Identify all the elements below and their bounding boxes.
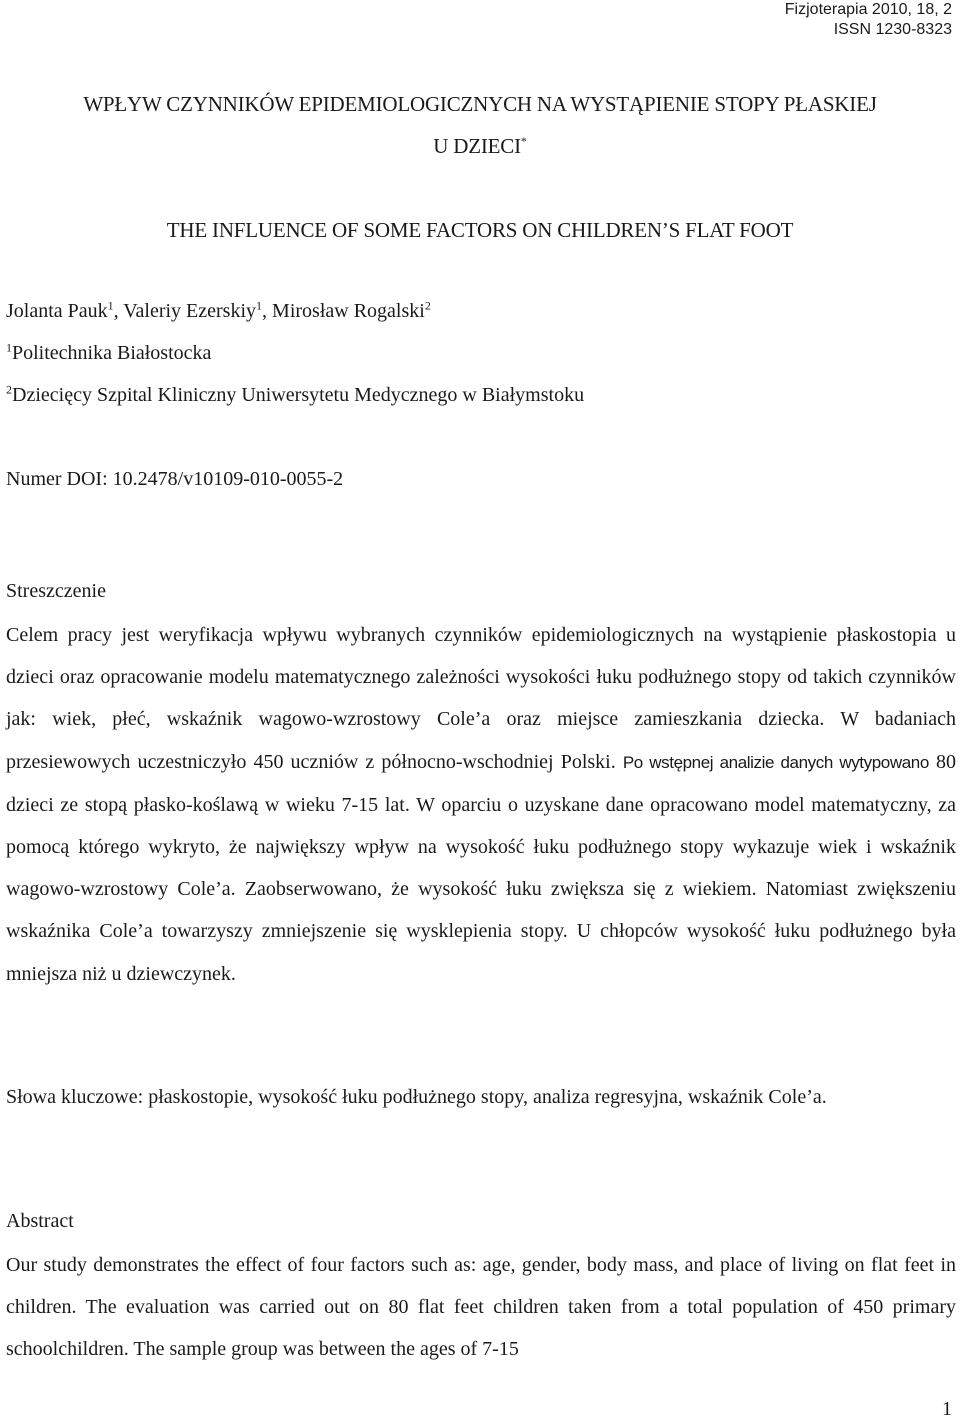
author-name: Mirosław Rogalski <box>272 300 425 322</box>
journal-citation: Fizjoterapia 2010, 18, 2 <box>784 1 952 18</box>
author-affiliation-mark: 1 <box>256 298 263 313</box>
streszczenie-part-1: Celem pracy jest weryfikacja wpływu wybranych czynników epidemiologicznych na wystąpienie płaskostopia u dzieci oraz opracowanie modelu matematycznego zależności wysokości łuku podłużnego stopy od takich czynników jak: wiek, płeć, wskaźnik wagowo-wzrostowy Cole’a oraz miejsce zamieszkania dziecka. W badaniach przesiewowych uczestniczyło 450 uczniów z północno-wschodniej Polski. <box>6 624 956 773</box>
title-polish-text: U DZIECI <box>433 134 521 158</box>
affiliation <box>6 342 211 365</box>
affiliation <box>6 384 584 407</box>
author-affiliation-mark: 1 <box>107 298 114 313</box>
streszczenie-part-3: 80 dzieci ze stopą płasko-koślawą w wieku 7-15 lat. W oparciu o uzyskane dane opracowano model matematyczny, za pomocą którego wykryto, że największy wpływ na wysokość łuku podłużnego stopy wykazuje wiek i wskaźnik wagowo-wzrostowy Cole’a. Zaobserwowano, że wysokość łuku zwiększa się z wiekiem. Natomiast zwiększeniu wskaźnika Cole’a towarzyszy zmniejszenie się wysklepienia stopy. U chłopców wysokość łuku podłużnego była mniejsza niż u dziewczynek. <box>6 750 956 985</box>
affiliation-mark: 2 <box>6 382 12 397</box>
title-english: THE INFLUENCE OF SOME FACTORS ON CHILDREN’S FLAT FOOT <box>166 218 794 242</box>
title-polish-line-1: WPŁYW CZYNNIKÓW EPIDEMIOLOGICZNYCH NA WYSTĄPIENIE STOPY PŁASKIEJ <box>83 92 877 116</box>
abstract-heading: Abstract <box>6 1210 74 1232</box>
journal-issn: ISSN 1230-8323 <box>833 21 952 38</box>
affiliation-mark: 1 <box>6 340 12 355</box>
author-separator: , <box>262 300 273 322</box>
author-name: Jolanta Pauk <box>6 300 108 322</box>
keywords-text: Słowa kluczowe: płaskostopie, wysokość łuku podłużnego stopy, analiza regresyjna, wskaźnik Cole’a. <box>6 1086 827 1108</box>
affiliation-text: Politechnika Białostocka <box>12 342 212 364</box>
streszczenie-text <box>6 614 956 995</box>
page-number: 1 <box>942 1398 952 1420</box>
affiliation-text: Dziecięcy Szpital Kliniczny Uniwersytetu Medycznego w Białymstoku <box>12 384 585 406</box>
abstract-text: Our study demonstrates the effect of four factors such as: age, gender, body mass, and place of living on flat feet in children. The evaluation was carried out on 80 flat feet children taken from a total population of 450 primary schoolchildren. The sample group was between the ages of 7-15 <box>6 1254 956 1361</box>
streszczenie-heading: Streszczenie <box>6 580 106 602</box>
journal-header <box>785 0 952 40</box>
author-separator: , <box>113 300 124 322</box>
authors <box>6 300 431 323</box>
author-name: Valeriy Ezerskiy <box>123 300 257 322</box>
title-polish-line-2 <box>0 134 960 159</box>
doi-line: Numer DOI: 10.2478/v10109-010-0055-2 <box>6 468 344 490</box>
title-footnote-mark: * <box>520 134 527 148</box>
author-affiliation-mark: 2 <box>424 298 431 313</box>
streszczenie-part-2: Po wstępnej analizie danych wytypowano <box>622 752 929 772</box>
